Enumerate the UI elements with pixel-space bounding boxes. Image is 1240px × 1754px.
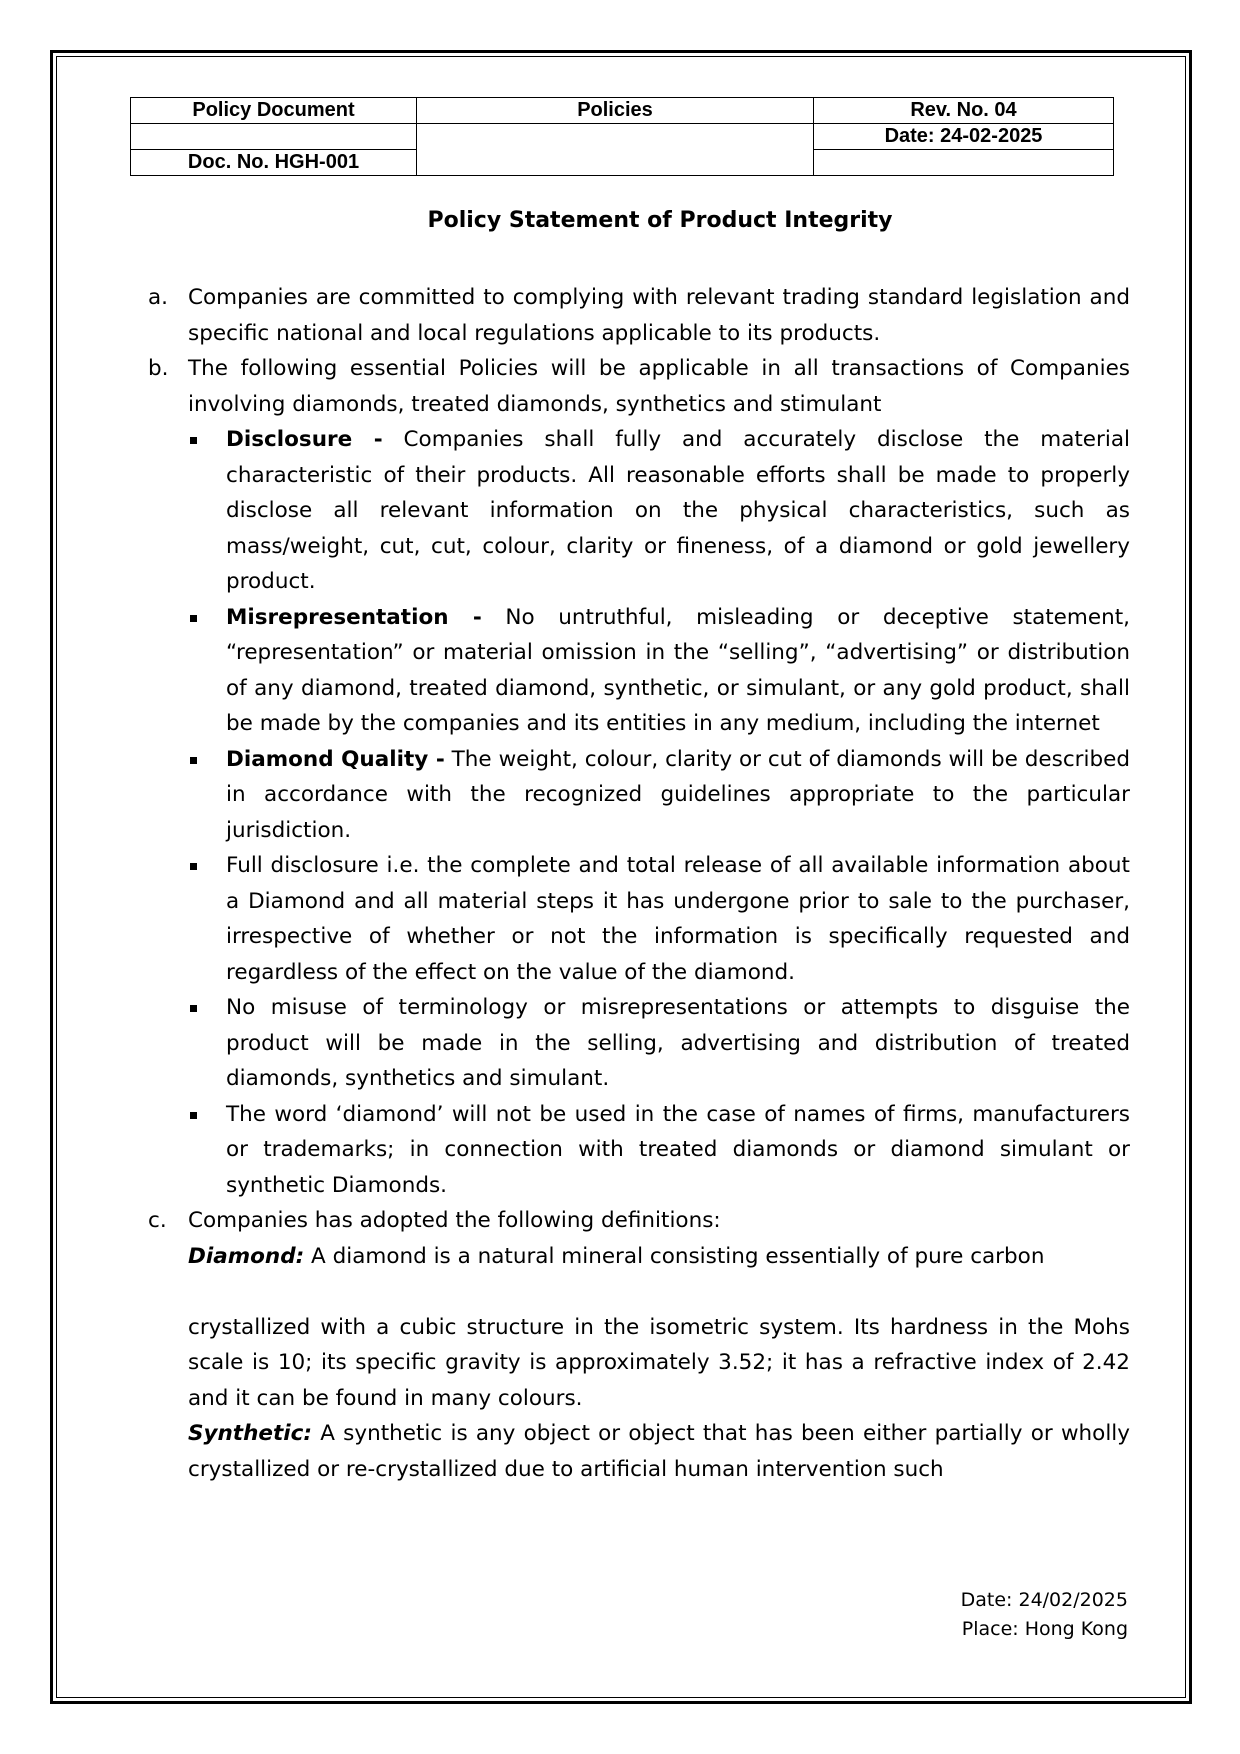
item-text: Companies are committed to complying with relevant trading standard legislation and specific national and local regulations applicable to its products. xyxy=(188,285,1130,346)
definition-text: A diamond is a natural mineral consisting essentially of pure carbon xyxy=(304,1243,1045,1269)
document-header-table xyxy=(130,97,1114,176)
square-bullet-icon xyxy=(190,1112,197,1119)
definition-term-diamond: Diamond: xyxy=(188,1243,305,1269)
definition-diamond-line xyxy=(148,1239,1130,1275)
item-marker: b. xyxy=(148,356,169,381)
square-bullet-icon xyxy=(190,437,197,444)
document-title: Policy Statement of Product Integrity xyxy=(427,208,893,233)
bullet-text: No misuse of terminology or misrepresentations or attempts to disguise the product will be made in the selling, advertising and distribution of treated diamonds, synthetics and simulant. xyxy=(226,995,1130,1091)
header-date: Date: 24-02-2025 xyxy=(814,124,1114,150)
bullet-full-disclosure xyxy=(148,848,1130,990)
footer xyxy=(961,1586,1128,1644)
header-policy-document: Policy Document xyxy=(131,98,417,124)
item-text: The following essential Policies will be applicable in all transactions of Companies involving diamonds, treated diamonds, synthetics and stimulant xyxy=(188,356,1130,417)
item-a xyxy=(148,280,1130,351)
header-empty-merged-cell xyxy=(417,124,814,176)
definition-text: A synthetic is any object or object that has been either partially or wholly crystallized or re-crystallized due to artificial human intervention such xyxy=(188,1421,1130,1482)
item-marker: c. xyxy=(148,1208,167,1233)
footer-date: Date: 24/02/2025 xyxy=(960,1589,1128,1611)
bullet-text: Companies shall fully and accurately disclose the material characteristic of their products. All reasonable efforts shall be made to properly disclose all relevant information on the physical characteristics, such as mass/weight, cut, cut, colour, clarity or fineness, of a diamond or gold jewellery product. xyxy=(226,427,1130,594)
bullet-disclosure xyxy=(148,422,1130,600)
bullet-term: Disclosure - xyxy=(226,427,383,452)
bullet-text: The weight, colour, clarity or cut of diamonds will be described in accordance with the recognized guidelines appropriate to the particular jurisdiction. xyxy=(226,746,1130,843)
item-marker: a. xyxy=(148,285,169,310)
bullet-word-diamond xyxy=(148,1097,1130,1204)
square-bullet-icon xyxy=(190,1005,197,1012)
square-bullet-icon xyxy=(190,863,197,870)
footer-place: Place: Hong Kong xyxy=(961,1618,1128,1640)
bullet-text: No untruthful, misleading or deceptive statement, “representation” or material omission in the “selling”, “advertising” or distribution of any diamond, treated diamond, synthetic, or simulant, or any gold product, shall be made by the companies and its entities in any medium, including the internet xyxy=(226,604,1130,736)
header-doc-no: Doc. No. HGH-001 xyxy=(131,150,417,176)
definition-synthetic xyxy=(148,1416,1130,1487)
bullet-text: The word ‘diamond’ will not be used in the case of names of firms, manufacturers or trademarks; in connection with treated diamonds or diamond simulant or synthetic Diamonds. xyxy=(226,1101,1130,1198)
header-empty-cell xyxy=(814,150,1114,176)
item-text: Companies has adopted the following definitions: xyxy=(188,1208,721,1233)
header-empty-cell xyxy=(131,124,417,150)
paragraph-gap xyxy=(148,1274,1130,1310)
definition-term-synthetic: Synthetic: xyxy=(188,1421,312,1446)
header-rev-no: Rev. No. 04 xyxy=(814,98,1114,124)
square-bullet-icon xyxy=(190,757,197,764)
header-policies: Policies xyxy=(417,98,814,124)
bullet-text: Full disclosure i.e. the complete and total release of all available information about a Diamond and all material steps it has undergone prior to sale to the purchaser, irrespective of whether or not the information is specifically requested and regardless of the effect on the value of the diamond. xyxy=(226,853,1130,985)
square-bullet-icon xyxy=(190,615,197,622)
policy-content xyxy=(148,280,1130,1487)
item-b xyxy=(148,351,1130,422)
bullet-diamond-quality xyxy=(148,742,1130,849)
bullet-term: Misrepresentation - xyxy=(226,604,482,630)
bullet-misrepresentation xyxy=(148,600,1130,742)
bullet-terminology xyxy=(148,990,1130,1097)
bullet-term: Diamond Quality - xyxy=(226,746,445,772)
item-c xyxy=(148,1203,1130,1239)
definition-diamond-continued: crystallized with a cubic structure in the isometric system. Its hardness in the Mohs scale is 10; its specific gravity is approximately 3.52; it has a refractive index of 2.42 and it can be found in many colours. xyxy=(188,1314,1130,1411)
